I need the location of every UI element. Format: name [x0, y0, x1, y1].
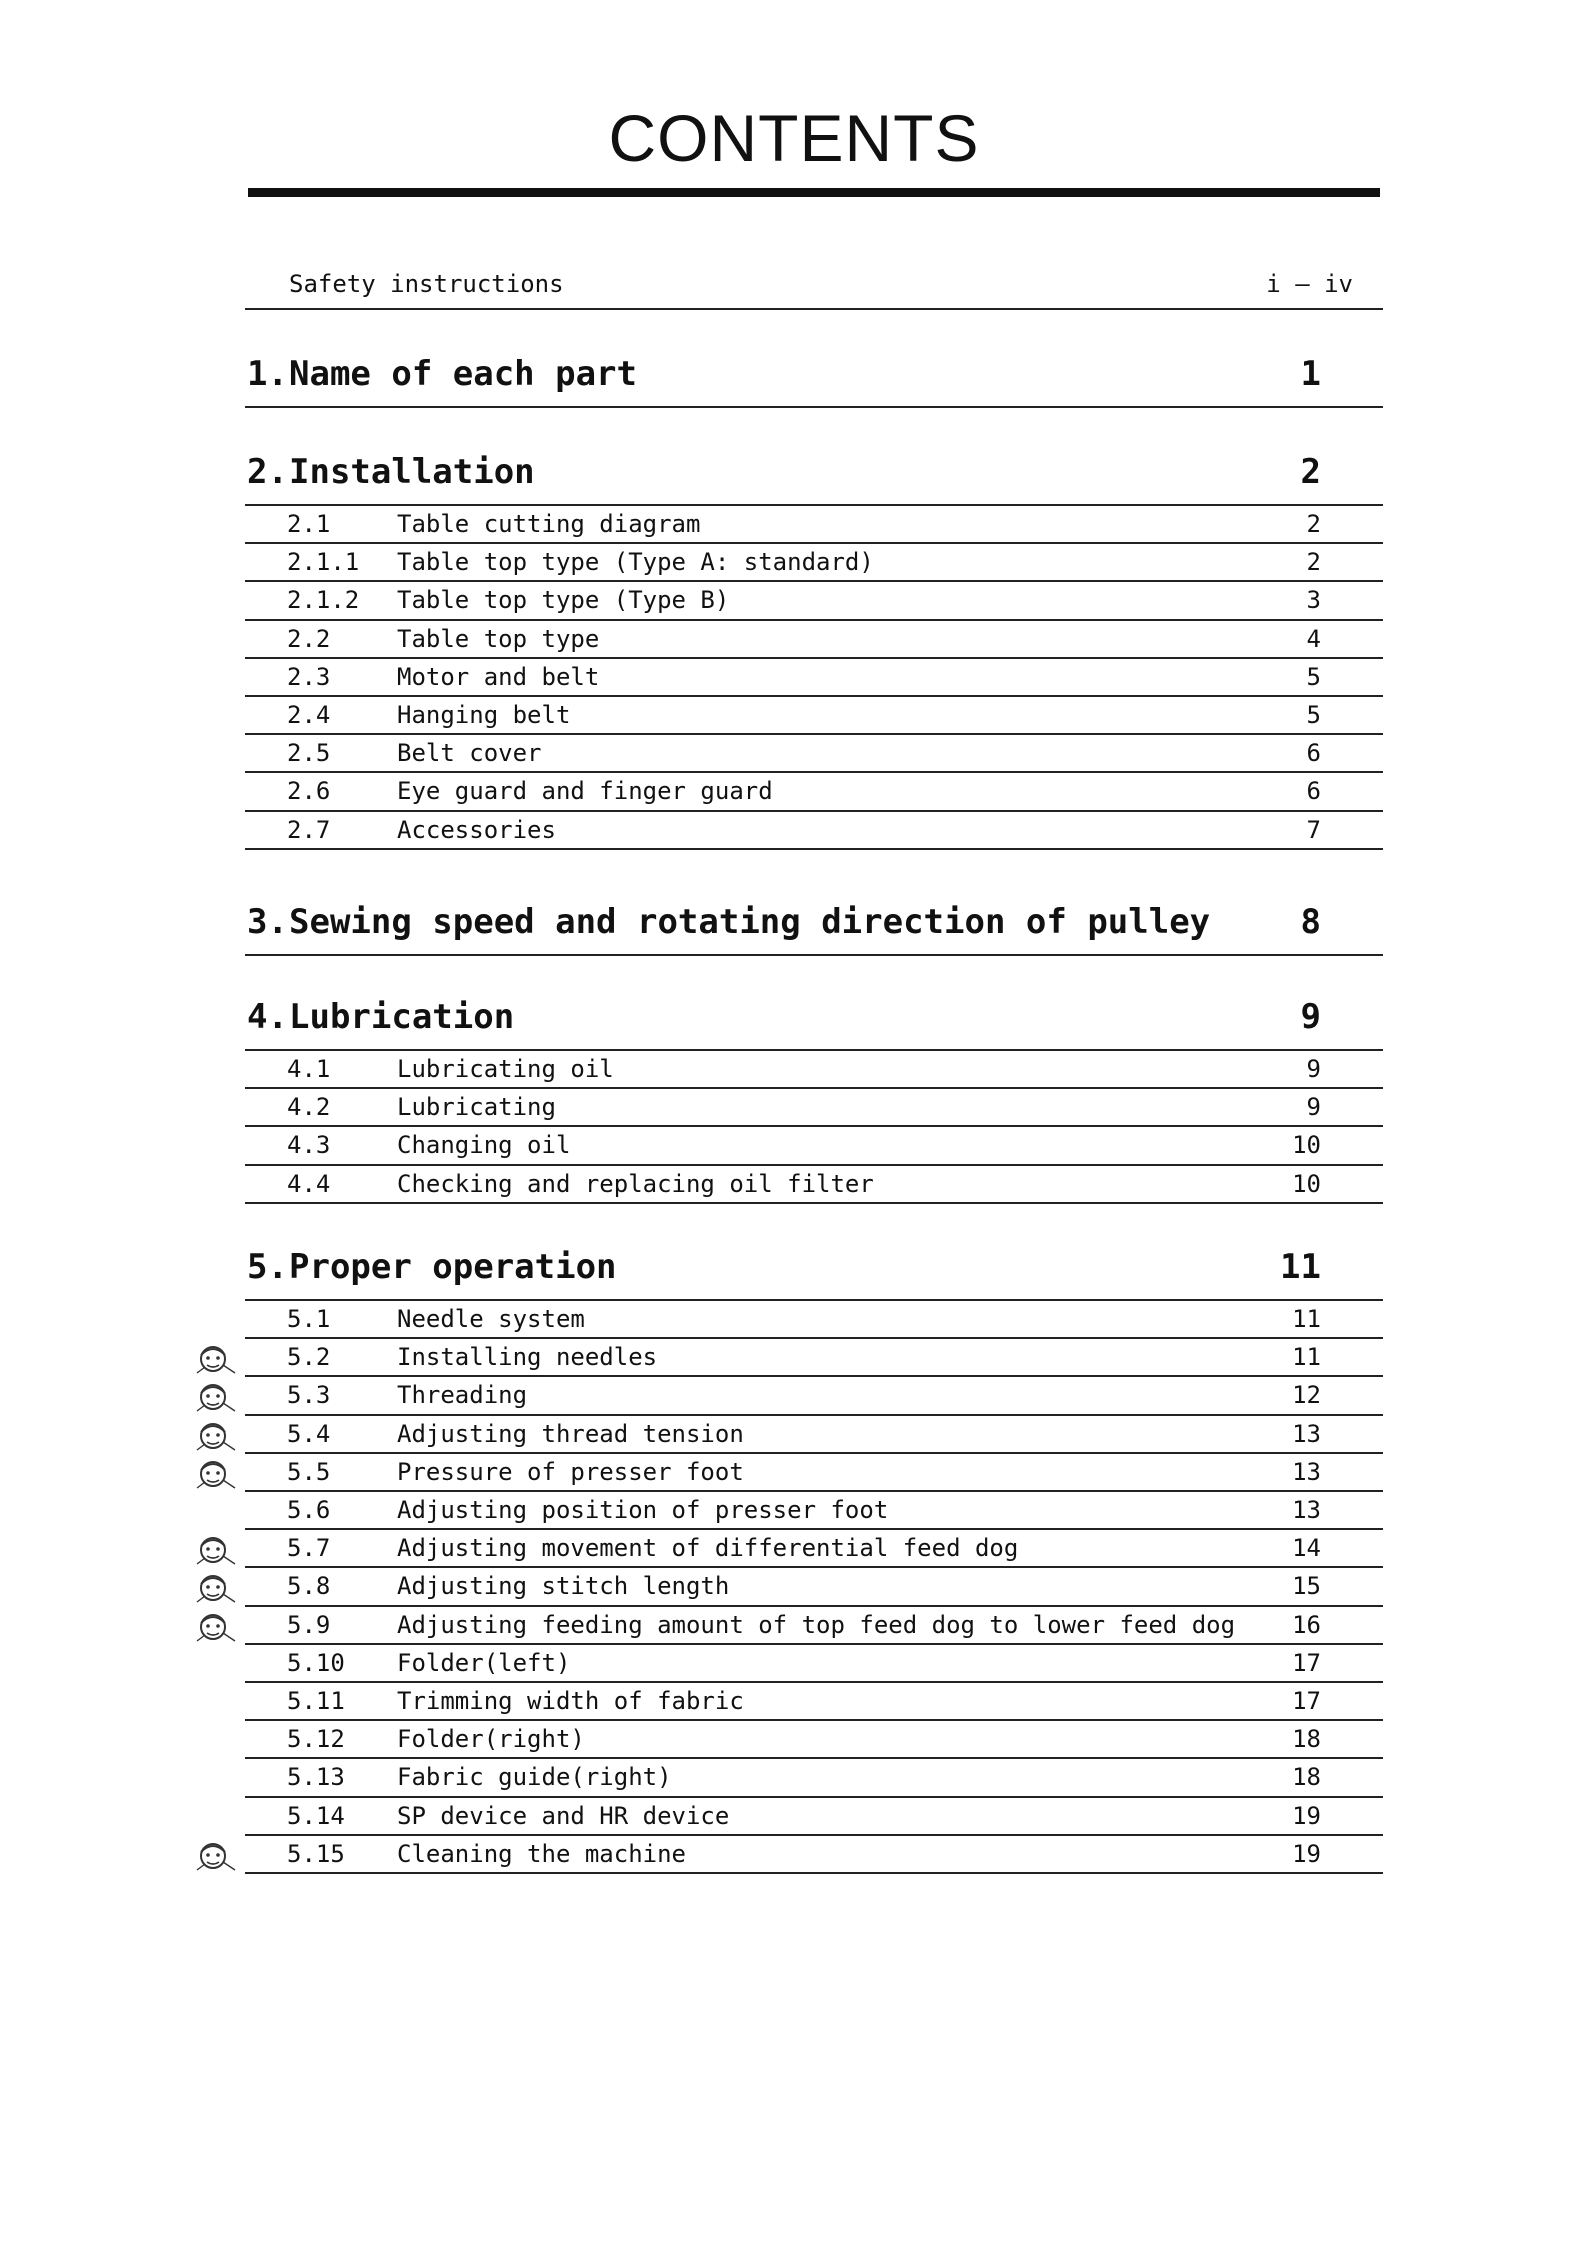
toc-item	[245, 773, 1383, 811]
item-number: 5.1	[287, 1305, 331, 1333]
item-title: Table top type	[397, 624, 600, 653]
section-page: 11	[1280, 1247, 1321, 1287]
toc-item	[245, 1836, 1383, 1874]
toc-item	[245, 1683, 1383, 1721]
item-page: 11	[1292, 1305, 1321, 1333]
section-heading	[245, 1243, 1383, 1301]
item-title: Belt cover	[397, 739, 542, 768]
toc-item	[245, 812, 1383, 850]
item-number: 4.1	[287, 1055, 331, 1083]
item-page: 14	[1292, 1534, 1321, 1563]
item-number: 5.7	[287, 1534, 331, 1563]
item-title: Pressure of presser foot	[397, 1457, 744, 1486]
section-number: 2.	[247, 452, 288, 492]
item-page: 5	[1306, 662, 1321, 691]
toc-item	[245, 1416, 1383, 1454]
section-title: Lubrication	[289, 997, 515, 1037]
item-title: Motor and belt	[397, 662, 600, 691]
section-page: 2	[1300, 452, 1321, 492]
safety-caution-face-icon	[193, 1838, 237, 1874]
safety-caution-face-icon	[193, 1418, 237, 1454]
section-number: 1.	[247, 354, 288, 394]
section-page: 9	[1300, 997, 1321, 1037]
toc-item	[245, 1454, 1383, 1492]
item-page: 2	[1306, 510, 1321, 538]
safety-caution-face-icon	[193, 1609, 237, 1645]
item-number: 4.4	[287, 1169, 331, 1198]
item-number: 5.14	[287, 1801, 345, 1830]
item-title: Folder(left)	[397, 1648, 571, 1677]
toc-item	[245, 1798, 1383, 1836]
item-number: 2.6	[287, 777, 331, 806]
item-title: Changing oil	[397, 1131, 571, 1160]
item-page: 18	[1292, 1763, 1321, 1792]
item-page: 10	[1292, 1131, 1321, 1160]
toc-item	[245, 1301, 1383, 1339]
item-number: 5.9	[287, 1610, 331, 1639]
item-page: 13	[1292, 1496, 1321, 1524]
section-title: Proper operation	[289, 1247, 617, 1287]
toc-item	[245, 1089, 1383, 1127]
section-number: 4.	[247, 997, 288, 1037]
item-title: Adjusting feeding amount of top feed dog to lower feed dog	[397, 1610, 1236, 1639]
item-number: 2.5	[287, 739, 331, 768]
section-heading	[245, 993, 1383, 1051]
safety-row	[245, 262, 1383, 310]
item-title: Lubricating oil	[397, 1055, 614, 1083]
section-heading	[245, 448, 1383, 506]
item-page: 9	[1306, 1055, 1321, 1083]
item-page: 7	[1306, 815, 1321, 844]
safety-caution-face-icon	[193, 1532, 237, 1568]
item-title: Cleaning the machine	[397, 1839, 686, 1868]
item-number: 5.12	[287, 1725, 345, 1754]
item-number: 5.3	[287, 1381, 331, 1410]
section-heading	[245, 350, 1383, 408]
item-number: 2.7	[287, 815, 331, 844]
item-page: 12	[1292, 1381, 1321, 1410]
item-title: Adjusting stitch length	[397, 1572, 730, 1601]
item-title: Eye guard and finger guard	[397, 777, 773, 806]
item-page: 11	[1292, 1343, 1321, 1372]
item-title: Checking and replacing oil filter	[397, 1169, 874, 1198]
item-page: 17	[1292, 1648, 1321, 1677]
section-heading	[245, 898, 1383, 956]
item-page: 6	[1306, 777, 1321, 806]
item-title: Table top type (Type B)	[397, 586, 730, 615]
item-title: Lubricating	[397, 1093, 556, 1122]
item-title: Trimming width of fabric	[397, 1687, 744, 1715]
item-title: Adjusting position of presser foot	[397, 1496, 889, 1524]
toc-item	[245, 544, 1383, 582]
item-number: 5.13	[287, 1763, 345, 1792]
toc-item	[245, 1530, 1383, 1568]
item-page: 17	[1292, 1687, 1321, 1715]
item-page: 10	[1292, 1169, 1321, 1198]
section-title: Installation	[289, 452, 535, 492]
safety-caution-face-icon	[193, 1341, 237, 1377]
section-title: Name of each part	[289, 354, 637, 394]
toc-item	[245, 1339, 1383, 1377]
toc-item	[245, 582, 1383, 620]
item-number: 5.2	[287, 1343, 331, 1372]
toc-item	[245, 659, 1383, 697]
item-title: Installing needles	[397, 1343, 658, 1372]
item-number: 5.15	[287, 1839, 345, 1868]
item-number: 2.2	[287, 624, 331, 653]
item-page: 16	[1292, 1610, 1321, 1639]
toc-item	[245, 1721, 1383, 1759]
toc-item	[245, 1127, 1383, 1165]
title-rule	[248, 188, 1380, 197]
item-title: Folder(right)	[397, 1725, 585, 1754]
toc-item	[245, 1759, 1383, 1797]
item-number: 5.6	[287, 1496, 331, 1524]
item-page: 4	[1306, 624, 1321, 653]
item-title: Table top type (Type A: standard)	[397, 548, 874, 577]
safety-caution-face-icon	[193, 1379, 237, 1415]
toc-item	[245, 1166, 1383, 1204]
item-title: Adjusting thread tension	[397, 1419, 744, 1448]
toc-item	[245, 697, 1383, 735]
item-number: 2.1.1	[287, 548, 360, 577]
section-page: 8	[1300, 902, 1321, 942]
item-number: 2.4	[287, 701, 331, 729]
section-title: Sewing speed and rotating direction of pulley	[289, 902, 1211, 942]
item-page: 13	[1292, 1457, 1321, 1486]
item-title: Accessories	[397, 815, 556, 844]
item-number: 5.4	[287, 1419, 331, 1448]
item-number: 2.1	[287, 510, 331, 538]
item-title: Table cutting diagram	[397, 510, 701, 538]
item-page: 5	[1306, 701, 1321, 729]
safety-caution-face-icon	[193, 1570, 237, 1606]
toc-item	[245, 621, 1383, 659]
safety-page: i — iv	[1266, 270, 1353, 298]
item-number: 5.10	[287, 1648, 345, 1677]
item-page: 2	[1306, 548, 1321, 577]
item-title: Needle system	[397, 1305, 585, 1333]
section-number: 3.	[247, 902, 288, 942]
item-page: 15	[1292, 1572, 1321, 1601]
item-page: 13	[1292, 1419, 1321, 1448]
item-number: 4.3	[287, 1131, 331, 1160]
item-number: 4.2	[287, 1093, 331, 1122]
item-number: 2.1.2	[287, 586, 360, 615]
item-page: 3	[1306, 586, 1321, 615]
item-number: 5.11	[287, 1687, 345, 1715]
safety-caution-face-icon	[193, 1456, 237, 1492]
toc-item	[245, 506, 1383, 544]
item-title: Fabric guide(right)	[397, 1763, 672, 1792]
toc-item	[245, 1377, 1383, 1415]
page-title: CONTENTS	[608, 101, 980, 175]
toc-item	[245, 1645, 1383, 1683]
section-number: 5.	[247, 1247, 288, 1287]
item-title: Adjusting movement of differential feed dog	[397, 1534, 1019, 1563]
item-title: SP device and HR device	[397, 1801, 730, 1830]
toc-item	[245, 735, 1383, 773]
item-number: 2.3	[287, 662, 331, 691]
section-page: 1	[1300, 354, 1321, 394]
safety-label: Safety instructions	[289, 270, 564, 298]
toc-item	[245, 1568, 1383, 1606]
toc-item	[245, 1607, 1383, 1645]
item-number: 5.8	[287, 1572, 331, 1601]
item-title: Hanging belt	[397, 701, 571, 729]
item-title: Threading	[397, 1381, 528, 1410]
item-page: 6	[1306, 739, 1321, 768]
item-number: 5.5	[287, 1457, 331, 1486]
toc-item	[245, 1051, 1383, 1089]
item-page: 9	[1306, 1093, 1321, 1122]
toc-item	[245, 1492, 1383, 1530]
item-page: 18	[1292, 1725, 1321, 1754]
item-page: 19	[1292, 1839, 1321, 1868]
item-page: 19	[1292, 1801, 1321, 1830]
